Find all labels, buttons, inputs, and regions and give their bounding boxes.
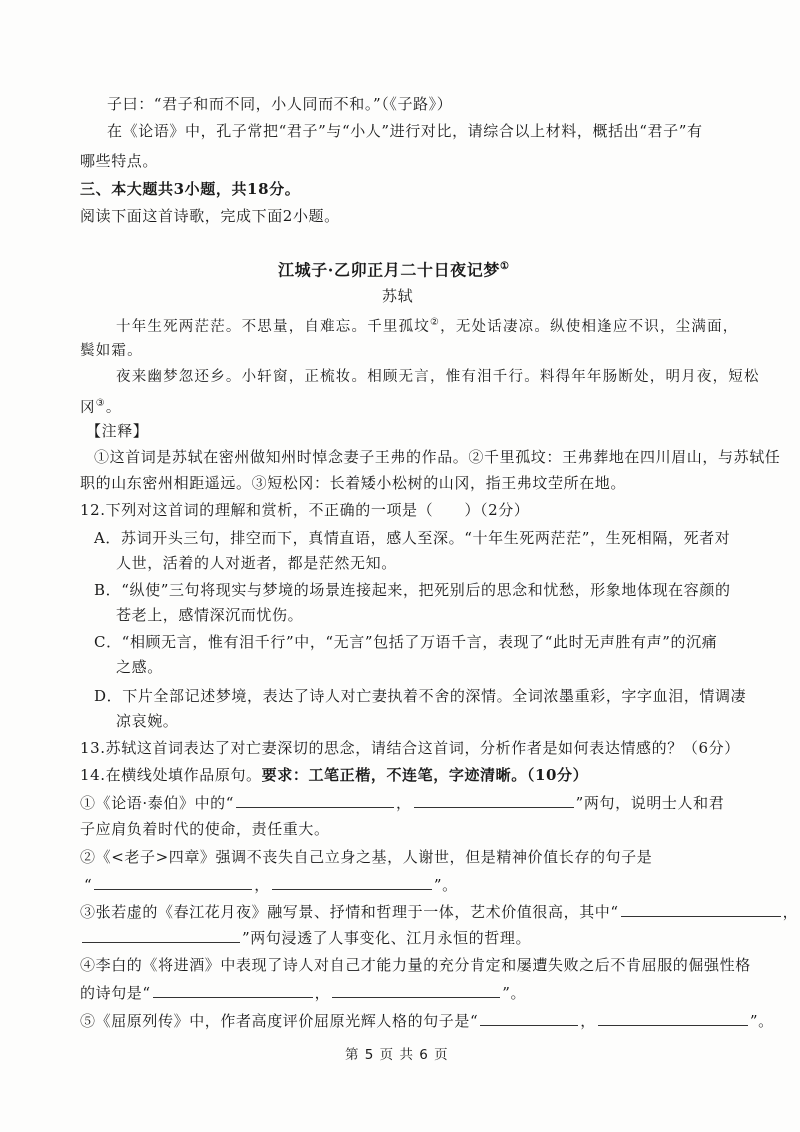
poem-stanza1-line2: 鬓如霜。 [80, 343, 143, 359]
notes-line2: 职的山东密州相距遥远。③短松冈：长着矮小松树的山冈，指王弗坟茔所在地。 [80, 474, 627, 492]
q14-item1 [80, 792, 724, 814]
poem-note-ref: ② [430, 317, 441, 328]
answer-blank[interactable] [236, 793, 394, 808]
q12-option-b: B．“纵使”三句将现实与梦境的场景连接起来，把死别后的思念和忧愁，形象地体现在容颜的 [94, 581, 731, 599]
q14-item2: ②《<老子>四章》强调不丧失自己立身之基，人谢世，但是精神价值长存的句子是 [80, 848, 653, 866]
notes-heading: 【注释】 [86, 422, 149, 440]
q12-option-a: A．苏词开头三句，排空而下，真情直语，感人至深。“十年生死两茫茫”，生死相隔，死者对 [94, 529, 731, 547]
q14-item-text: ”。 [433, 876, 458, 894]
q14-item2-cont [84, 874, 458, 896]
intro-prompt-cont: 哪些特点。 [80, 152, 159, 170]
q13-stem: 13.苏轼这首词表达了对亡妻深切的思念，请结合这首词，分析作者是如何表达情感的？（6分） [80, 739, 740, 757]
q14-item-text: ①《论语·泰伯》中的“ [80, 794, 235, 812]
q12-stem: 12.下列对这首词的理解和赏析，不正确的一项是（ ）（2分） [80, 501, 530, 519]
answer-blank[interactable] [82, 928, 240, 943]
q14-item5 [80, 1010, 774, 1032]
poem-title-note: ① [499, 261, 510, 272]
q14-item3-cont [80, 927, 531, 949]
q14-stem-text: 14.在横线处填作品原句。 [80, 766, 262, 784]
q12-option-d-cont: 凉哀婉。 [116, 712, 179, 730]
answer-blank[interactable] [598, 1011, 748, 1026]
q14-stem [80, 764, 588, 786]
poem-stanza2-line2 [80, 393, 122, 419]
poem-author: 苏轼 [382, 287, 414, 305]
q14-item-text: ， [396, 794, 412, 812]
q12-option-c: C．“相顾无言，惟有泪千行”中，“无言”包括了万语千言，表现了“此时无声胜有声”的沉痛 [94, 633, 718, 651]
answer-blank[interactable] [414, 793, 574, 808]
q14-item-text: ， [782, 903, 799, 921]
q14-item-text: ， [314, 984, 331, 1002]
poem-note-ref: ③ [95, 398, 106, 409]
q14-item-text: “ [84, 876, 93, 894]
section-heading: 三、本大题共3小题，共18分。 [80, 180, 301, 198]
intro-quote: 子曰：“君子和而不同，小人同而不和。”（《子路》） [107, 95, 453, 113]
page-number: 第 5 页 共 6 页 [345, 1047, 449, 1063]
q14-requirement: 要求：工笔正楷，不连笔，字迹清晰。（10分） [261, 766, 589, 784]
answer-blank[interactable] [332, 983, 500, 998]
q14-item3 [80, 901, 798, 923]
q12-option-d: D．下片全部记述梦境，表达了诗人对亡妻执着不舍的深情。全词浓墨重彩，字字血泪，情调凄 [94, 687, 747, 705]
poem-text: ，无处话凄凉。纵使相逢应不识，尘满面， [440, 318, 739, 335]
intro-prompt: 在《论语》中，孔子常把“君子”与“小人”进行对比，请综合以上材料，概括出“君子”有 [107, 122, 703, 140]
poem-text: 。 [105, 399, 122, 416]
poem-title [278, 256, 510, 281]
notes-line1: ①这首词是苏轼在密州做知州时悼念妻子王弗的作品。②千里孤坟：王弗葬地在四川眉山，与苏轼任 [94, 448, 781, 466]
answer-blank[interactable] [621, 902, 781, 917]
q12-option-c-cont: 之感。 [116, 658, 163, 676]
q14-item-text: ⑤《屈原列传》中，作者高度评价屈原光辉人格的句子是“ [80, 1012, 479, 1030]
q12-option-a-cont: 人世，活着的人对逝者，都是茫然无知。 [116, 554, 397, 572]
q14-item-text: ， [254, 876, 270, 894]
q14-item-text: ”两句，说明士人和君 [575, 794, 725, 812]
q14-item-text: ③张若虚的《春江花月夜》融写景、抒情和哲理于一体，艺术价值很高，其中“ [80, 903, 619, 921]
answer-blank[interactable] [272, 875, 432, 890]
q14-item-text: 的诗句是“ [80, 984, 151, 1002]
q14-item-text: ”两句浸透了人事变化、江月永恒的哲理。 [242, 929, 532, 947]
poem-text: 冈 [80, 399, 96, 416]
answer-blank[interactable] [153, 983, 313, 998]
q14-item-text: ”。 [749, 1012, 774, 1030]
answer-blank[interactable] [480, 1011, 578, 1026]
q14-item4-cont [80, 982, 526, 1004]
poem-stanza2-line1: 夜来幽梦忽还乡。小轩窗，正梳妆。相顾无言，惟有泪千行。料得年年肠断处，明月夜，短松 [116, 369, 760, 385]
q14-item4: ④李白的《将进酒》中表现了诗人对自己才能力量的充分肯定和屡遭失败之后不肯屈服的倔强性格 [80, 956, 751, 974]
section-instruction: 阅读下面这首诗歌，完成下面2小题。 [80, 207, 340, 225]
poem-stanza1-line1 [116, 312, 738, 338]
q14-item-text: ， [580, 1012, 596, 1030]
poem-title-text: 江城子·乙卯正月二十日夜记梦 [278, 260, 500, 280]
q14-item1-cont: 子应肩负着时代的使命，责任重大。 [80, 820, 330, 838]
answer-blank[interactable] [94, 875, 252, 890]
q12-option-b-cont: 苍老上，感情深沉而忧伤。 [116, 606, 304, 624]
q14-item-text: ”。 [502, 984, 527, 1002]
poem-text: 十年生死两茫茫。不思量，自难忘。千里孤坟 [116, 318, 430, 335]
